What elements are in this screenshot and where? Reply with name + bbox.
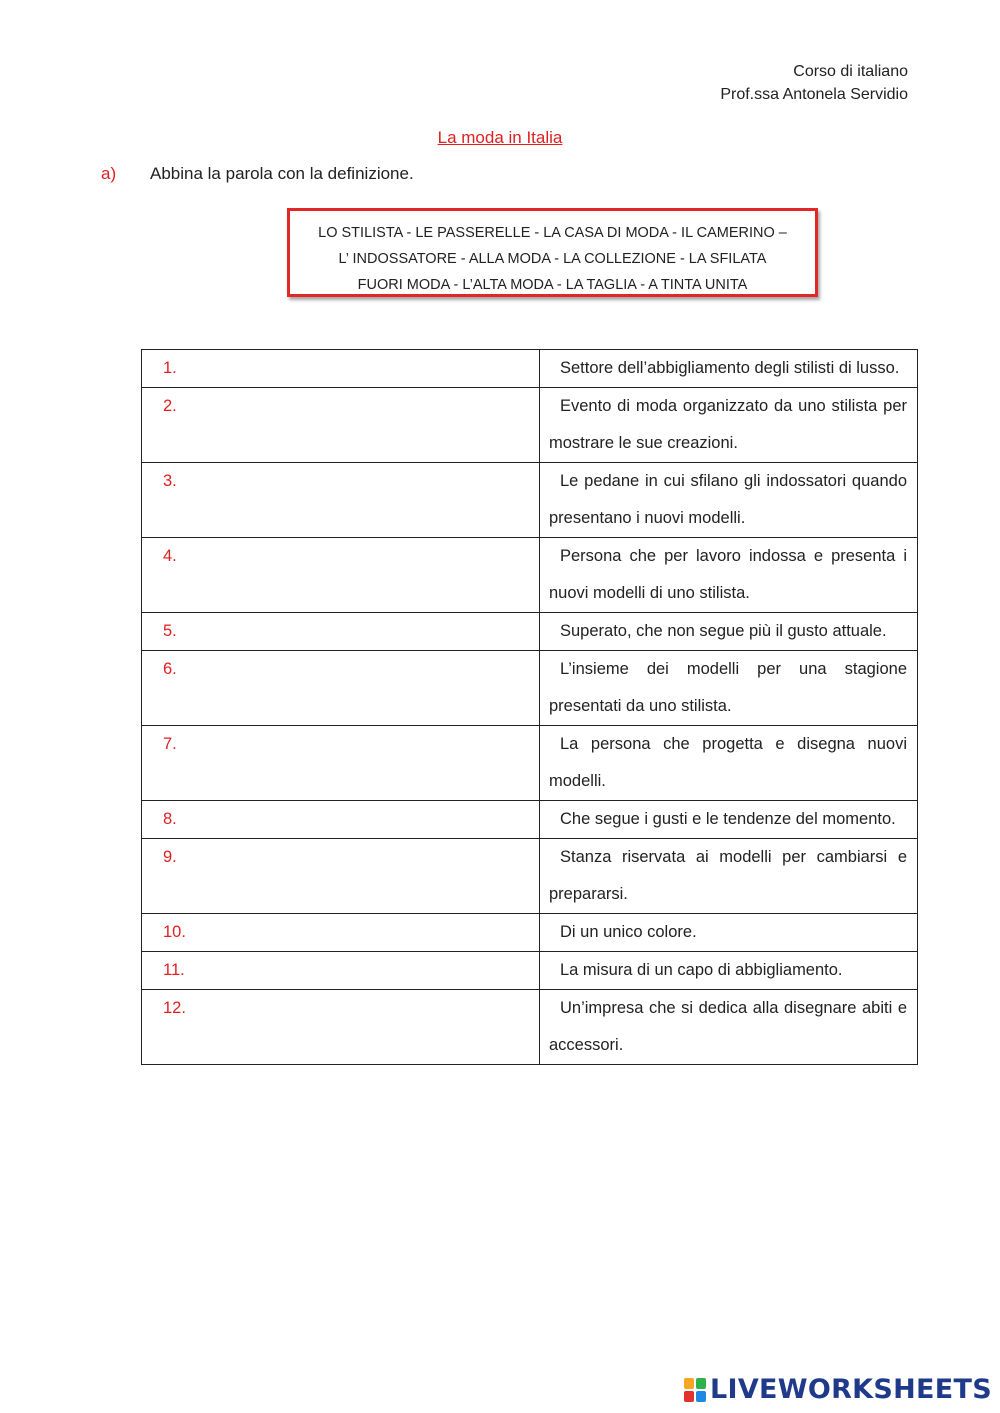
word-bank-line: FUORI MODA - L’ALTA MODA - LA TAGLIA - A TINTA UNITA [357,277,748,293]
header-info [720,60,908,106]
definition-text: Superato, che non segue più il gusto attuale. [560,622,887,640]
table-row [142,538,918,613]
definition-text: Stanza riservata ai modelli per cambiarsi e prepararsi. [549,848,907,903]
definition-cell [540,463,918,538]
logo-square [696,1391,706,1402]
answer-cell[interactable] [142,990,540,1065]
definition-cell [540,839,918,914]
row-number: 10. [163,923,186,941]
definition-text: Un’impresa che si dedica alla disegnare abiti e accessori. [549,999,907,1054]
answer-cell[interactable] [142,350,540,388]
definition-text: Persona che per lavoro indossa e presenta i nuovi modelli di uno stilista. [549,547,907,602]
definition-cell [540,350,918,388]
definition-cell [540,726,918,801]
answer-cell[interactable] [142,726,540,801]
answer-cell[interactable] [142,388,540,463]
definition-cell [540,388,918,463]
answer-cell[interactable] [142,952,540,990]
definition-text: L’insieme dei modelli per una stagione presentati da uno stilista. [549,660,907,715]
definition-text: Che segue i gusti e le tendenze del momento. [560,810,896,828]
definition-cell [540,613,918,651]
word-bank [287,208,818,297]
word-bank-line: L’ INDOSSATORE - ALLA MODA - LA COLLEZIONE - LA SFILATA [338,251,767,267]
page-title: La moda in Italia [437,128,563,147]
liveworksheets-logo-icon [684,1378,706,1402]
course-name: Corso di italiano [793,63,908,80]
instruction-marker: a) [101,164,117,183]
watermark-text: LIVEWORKSHEETS [709,1374,992,1405]
row-number: 9. [163,848,177,866]
answer-cell[interactable] [142,801,540,839]
table-row [142,839,918,914]
matching-table [141,349,918,1065]
table-row [142,613,918,651]
row-number: 8. [163,810,177,828]
answer-cell[interactable] [142,651,540,726]
definition-cell [540,952,918,990]
definition-cell [540,538,918,613]
answer-cell[interactable] [142,538,540,613]
row-number: 3. [163,472,177,490]
word-bank-line: LO STILISTA - LE PASSERELLE - LA CASA DI MODA - IL CAMERINO – [318,225,787,241]
liveworksheets-watermark [684,1374,992,1405]
table-row [142,463,918,538]
row-number: 5. [163,622,177,640]
row-number: 4. [163,547,177,565]
logo-square [684,1391,694,1402]
table-row [142,990,918,1065]
definition-text: Le pedane in cui sfilano gli indossatori quando presentano i nuovi modelli. [549,472,907,527]
table-row [142,801,918,839]
table-row [142,726,918,801]
row-number: 2. [163,397,177,415]
definition-text: Settore dell’abbigliamento degli stilisti di lusso. [560,359,900,377]
table-row [142,914,918,952]
definition-text: La persona che progetta e disegna nuovi modelli. [549,735,907,790]
table-row [142,388,918,463]
definition-text: Evento di moda organizzato da uno stilista per mostrare le sue creazioni. [549,397,907,452]
definition-cell [540,651,918,726]
definition-cell [540,914,918,952]
teacher-name: Prof.ssa Antonela Servidio [720,86,908,103]
row-number: 11. [163,961,185,979]
row-number: 12. [163,999,186,1017]
definition-text: Di un unico colore. [560,923,697,941]
table-row [142,350,918,388]
instruction-text: Abbina la parola con la definizione. [150,164,414,183]
row-number: 6. [163,660,177,678]
logo-square [696,1378,706,1389]
answer-cell[interactable] [142,914,540,952]
definition-text: La misura di un capo di abbigliamento. [560,961,843,979]
logo-square [684,1378,694,1389]
answer-cell[interactable] [142,839,540,914]
instruction [101,164,414,184]
row-number: 1. [163,359,177,377]
definition-cell [540,801,918,839]
answer-cell[interactable] [142,613,540,651]
answer-cell[interactable] [142,463,540,538]
table-row [142,651,918,726]
row-number: 7. [163,735,177,753]
table-row [142,952,918,990]
definition-cell [540,990,918,1065]
